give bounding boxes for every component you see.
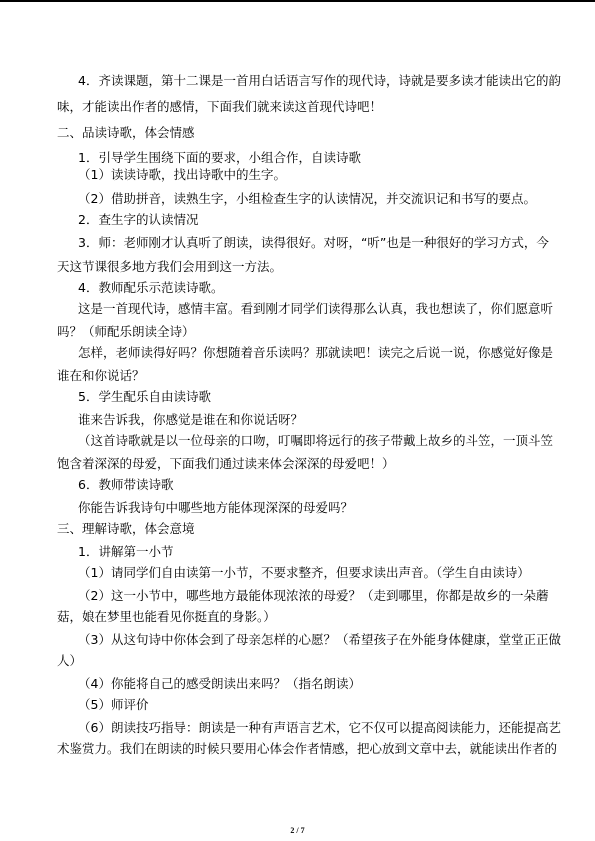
text-line: （6）朗读技巧指导：朗读是一种有声语言艺术，它不仅可以提高阅读能力，还能提高艺 [78, 720, 561, 735]
page-number: 2 / 7 [290, 826, 305, 835]
text-line: 4．教师配乐示范读诗歌。 [78, 280, 224, 295]
text-line: 3．师：老师刚才认真听了朗读，读得很好。对呀，“听”也是一种很好的学习方式，今 [78, 235, 549, 250]
text-line: 5．学生配乐自由读诗歌 [78, 389, 211, 404]
text-line: （5）师评价 [78, 697, 149, 712]
text-line: 你能告诉我诗句中哪些地方能体现深深的母爱吗？ [78, 500, 354, 515]
text-line: （2）借助拼音，读熟生字，小组检查生字的认读情况，并交流识记和书写的要点。 [78, 191, 536, 206]
text-line: （1）读读诗歌，找出诗歌中的生字。 [78, 167, 286, 182]
text-line: 1．讲解第一小节 [78, 544, 174, 559]
text-line: 饱含着深深的母爱，下面我们通过读来体会深深的母爱吧！） [57, 456, 395, 471]
text-line: （2）这一小节中，哪些地方最能体现浓浓的母爱？（走到哪里，你都是故乡的一朵蘑 [78, 588, 549, 603]
text-line: 4．齐读课题，第十二课是一首用白话语言写作的现代诗，诗就是要多读才能读出它的韵 [78, 73, 561, 88]
text-line: （这首诗歌就是以一位母亲的口吻，叮嘱即将远行的孩子带戴上故乡的斗笠，一顶斗笠 [78, 433, 554, 448]
text-line: 吗？（师配乐朗读全诗） [57, 324, 195, 339]
text-line: （3）从这句诗中你体会到了母亲怎样的心愿？（希望孩子在外能身体健康，堂堂正正做 [78, 632, 561, 647]
text-line: 谁来告诉我，你感觉是谁在和你说话呀？ [78, 412, 304, 427]
text-line: 天这节课很多地方我们会用到这一方法。 [57, 259, 283, 274]
text-line: 谁在和你说话？ [57, 368, 145, 383]
top-rule [0, 0, 595, 2]
section-heading: 二、品读诗歌，体会情感 [57, 125, 195, 140]
section-heading: 三、理解诗歌，体会意境 [57, 521, 195, 536]
text-line: 味，才能读出作者的感情，下面我们就来读这首现代诗吧！ [57, 99, 383, 114]
text-line: 这是一首现代诗，感情丰富。看到刚才同学们读得那么认真，我也想读了，你们愿意听 [78, 301, 554, 316]
text-line: （1）请同学们自由读第一小节，不要求整齐，但要求读出声音。（学生自由读诗） [78, 565, 530, 580]
text-line: （4）你能将自己的感受朗读出来吗？（指名朗读） [78, 676, 361, 691]
text-line: 人） [57, 653, 83, 668]
text-line: 1．引导学生围绕下面的要求，小组合作，自读诗歌 [78, 150, 361, 165]
text-line: 6．教师带读诗歌 [78, 477, 174, 492]
text-line: 菇，娘在梦里也能看见你挺直的身影。） [57, 609, 276, 624]
text-line: 术鉴赏力。我们在朗读的时候只要用心体会作者情感，把心放到文章中去，就能读出作者的 [57, 741, 558, 756]
text-line: 怎样，老师读得好吗？你想随着音乐读吗？那就读吧！读完之后说一说，你感觉好像是 [78, 345, 554, 360]
text-line: 2．查生字的认读情况 [78, 212, 199, 227]
